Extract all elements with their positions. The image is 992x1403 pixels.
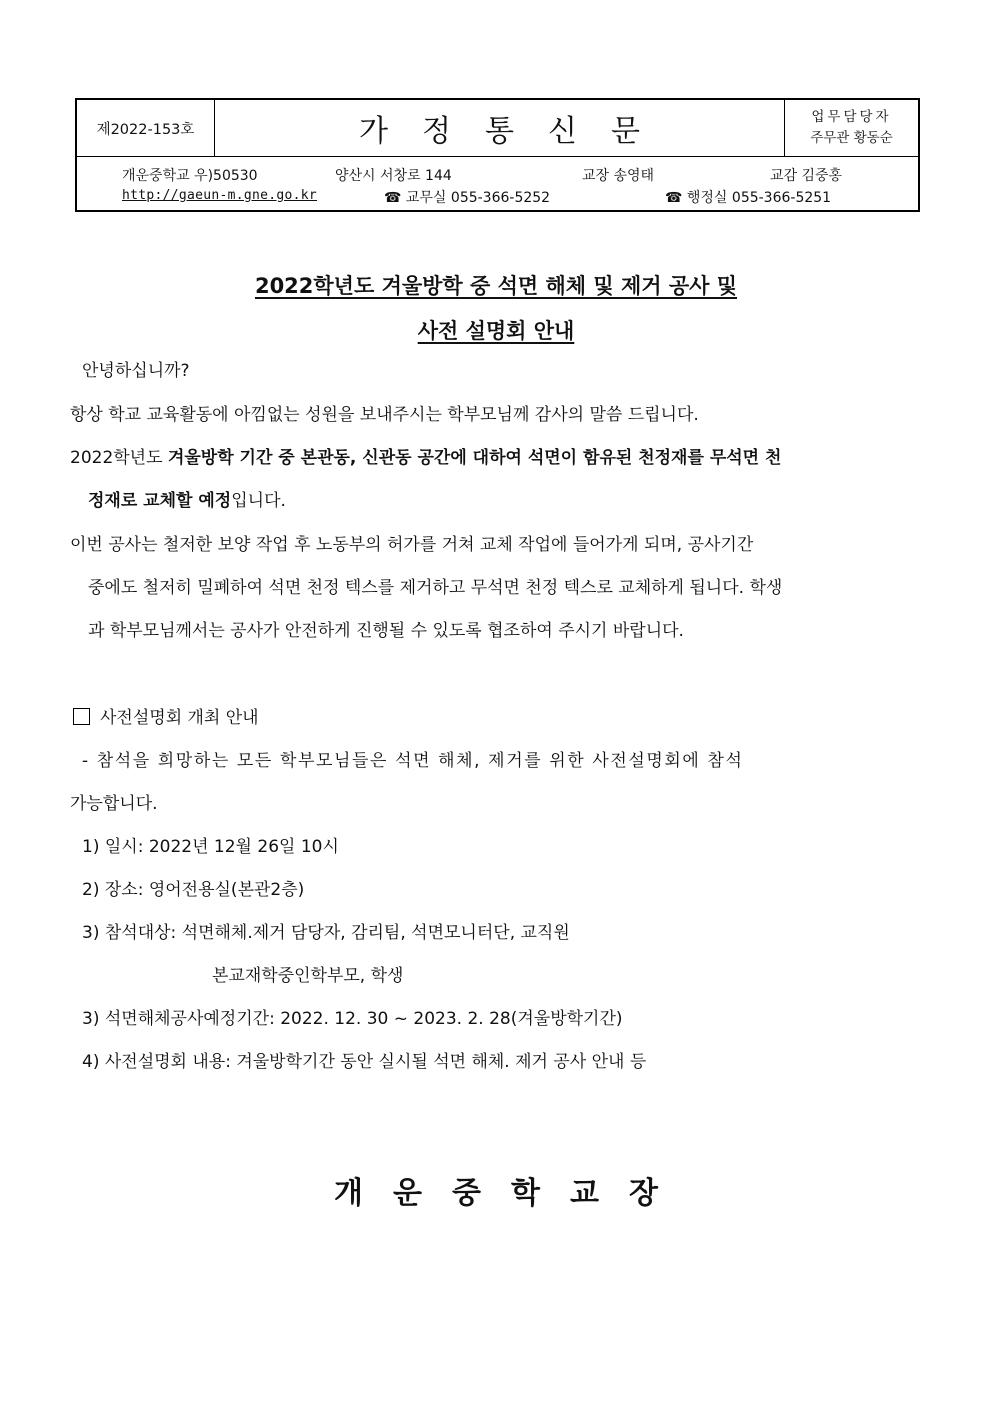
notice-title-line1: 2022학년도 겨울방학 중 석면 해체 및 제거 공사 및	[254, 274, 738, 298]
greeting: 안녕하십니까?	[82, 361, 190, 381]
section-heading: 사전설명회 개최 안내	[73, 703, 259, 728]
paragraph-work-line1: 이번 공사는 철저한 보양 작업 후 노동부의 허가를 거쳐 교체 작업에 들어가게 되며, 공사기간	[70, 535, 754, 555]
document-number: 제2022-153호	[77, 100, 215, 156]
section-intro-line1: - 참석을 희망하는 모든 학부모님들은 석면 해체, 제거를 위한 사전설명회에 참석	[82, 751, 744, 771]
header-top-row	[77, 100, 918, 157]
notice-title-line2: 사전 설명회 안내	[417, 319, 575, 343]
staff-role: 업무담당자	[811, 109, 892, 125]
list-item-period: 3) 석면해체공사예정기간: 2022. 12. 30 ~ 2023. 2. 28(겨울방학기간)	[82, 1009, 623, 1029]
school-zip: 개운중학교 우)50530	[122, 168, 258, 184]
paragraph-work-line3: 과 학부모님께서는 공사가 안전하게 진행될 수 있도록 협조하여 주시기 바랍니다.	[88, 621, 684, 641]
staff-cell	[785, 100, 918, 156]
list-item-attendees-cont: 본교재학중인학부모, 학생	[212, 966, 404, 986]
staff-name: 주무관 황동순	[810, 130, 893, 146]
principal: 교장 송영태	[582, 168, 655, 184]
vice-principal: 교감 김중홍	[770, 168, 843, 184]
paragraph-work-line2: 중에도 철저히 밀폐하여 석면 천정 텍스를 제거하고 무석면 천정 텍스로 교체하게 됩니다. 학생	[88, 578, 783, 598]
section-intro-line2: 가능합니다.	[70, 794, 158, 814]
list-item-date: 1) 일시: 2022년 12월 26일 10시	[82, 837, 339, 857]
website-link[interactable]: http://gaeun-m.gne.go.kr	[122, 188, 318, 203]
admin-phone: ☎ 행정실 055-366-5251	[665, 190, 832, 206]
paragraph-plan-line1: 2022학년도 겨울방학 기간 중 본관동, 신관동 공간에 대하여 석면이 함유된 천정재를 무석면 천	[70, 448, 782, 468]
list-item-place: 2) 장소: 영어전용실(본관2층)	[82, 880, 305, 900]
school-address: 양산시 서창로 144	[335, 168, 452, 184]
signature: 개운중학교장	[334, 1176, 688, 1211]
list-item-content: 4) 사전설명회 내용: 겨울방학기간 동안 실시될 석면 해체. 제거 공사 안내 등	[82, 1052, 647, 1072]
list-item-attendees: 3) 참석대상: 석면해체.제거 담당자, 감리팀, 석면모니터단, 교직원	[82, 923, 570, 943]
newsletter-title: 가정통신문	[215, 100, 785, 156]
header-table	[75, 98, 920, 212]
paragraph-plan-line2: 정재로 교체할 예정입니다.	[88, 491, 286, 511]
office-phone: ☎ 교무실 055-366-5252	[384, 190, 551, 206]
paragraph-thanks: 항상 학교 교육활동에 아낌없는 성원을 보내주시는 학부모님께 감사의 말씀 드립니다.	[70, 405, 699, 425]
checkbox-icon	[73, 708, 90, 725]
